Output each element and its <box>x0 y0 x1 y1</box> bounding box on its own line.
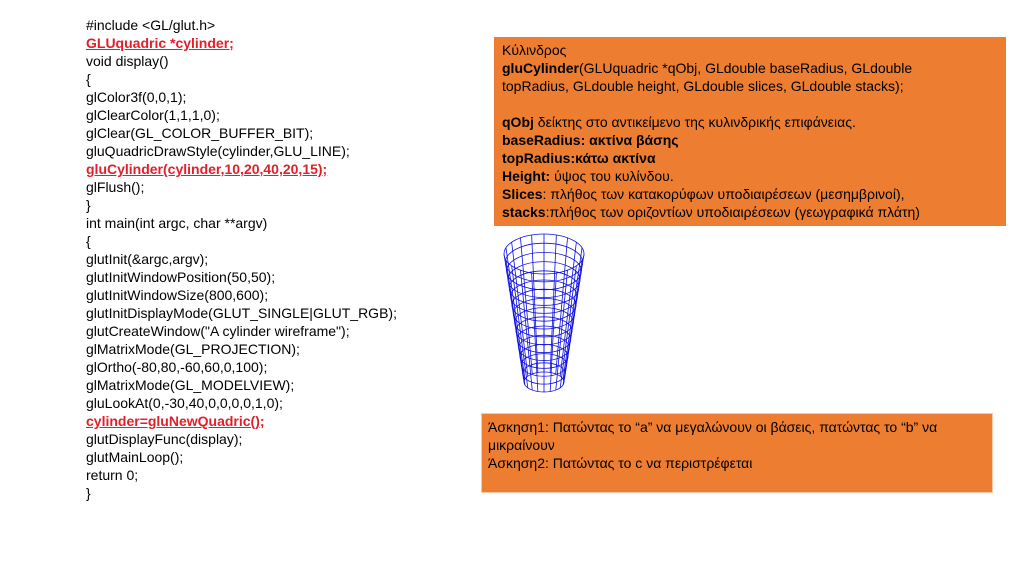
code-line: glOrtho(-80,80,-60,60,0,100); <box>86 359 268 375</box>
signature-line-2: topRadius, GLdouble height, GLdouble slices, GLdouble stacks); <box>502 78 904 94</box>
wireframe-line <box>556 238 568 374</box>
spacer <box>502 95 998 113</box>
code-line: gluLookAt(0,-30,40,0,0,0,0,1,0); <box>86 395 283 411</box>
code-line: glutInitWindowPosition(50,50); <box>86 269 276 285</box>
code-line: glutCreateWindow("A cylinder wireframe"); <box>86 323 350 339</box>
cylinder-definition-box <box>494 37 1006 226</box>
code-line: glClear(GL_COLOR_BUFFER_BIT); <box>86 125 314 141</box>
code-line: glutInitDisplayMode(GLUT_SINGLE|GLUT_RGB); <box>86 305 397 321</box>
code-line: glColor3f(0,0,1); <box>86 89 187 105</box>
wireframe-line <box>563 248 582 379</box>
definition-title: Κύλινδρος <box>502 42 567 58</box>
code-line: glClearColor(1,1,1,0); <box>86 107 220 123</box>
code-line: gluQuadricDrawStyle(cylinder,GLU_LINE); <box>86 143 350 159</box>
cylinder-wireframe-image <box>500 232 588 400</box>
code-line: #include <GL/glut.h> <box>86 17 216 33</box>
param-slices: Slices: πλήθος των κατακορύφων υποδιαιρέσεων (μεσημβρινοί), <box>502 186 905 202</box>
code-line: int main(int argc, char **argv) <box>86 215 268 231</box>
code-line: gluCylinder(cylinder,10,20,40,20,15); <box>86 161 328 177</box>
code-listing <box>86 16 397 502</box>
signature-line-1 <box>502 59 998 77</box>
exercise-2: Άσκηση2: Πατώντας το c να περιστρέφεται <box>488 455 753 471</box>
exercise-box <box>481 413 993 493</box>
wireframe-line <box>560 266 576 388</box>
param-baseradius: baseRadius: ακτίνα βάσης <box>502 132 679 148</box>
code-line: glutInit(&argc,argv); <box>86 251 209 267</box>
exercise-1-line-2: μικραίνουν <box>488 437 555 453</box>
code-line: return 0; <box>86 467 139 483</box>
code-line: glutDisplayFunc(display); <box>86 431 243 447</box>
param-topradius: topRadius:κάτω ακτίνα <box>502 150 656 166</box>
code-line: glMatrixMode(GL_PROJECTION); <box>86 341 300 357</box>
code-line: glutMainLoop(); <box>86 449 184 465</box>
code-line: { <box>86 71 91 87</box>
signature-params-1: (GLUquadric *qObj, GLdouble baseRadius, GLdouble <box>579 60 913 76</box>
code-line: void display() <box>86 53 169 69</box>
code-line: cylinder=gluNewQuadric(); <box>86 413 265 429</box>
param-qobj: qObj δείκτης στο αντικείμενο της κυλινδρικής επιφάνειας. <box>502 114 856 130</box>
code-line: glutInitWindowSize(800,600); <box>86 287 269 303</box>
code-line: glFlush(); <box>86 179 145 195</box>
param-stacks: stacks:πλήθος των οριζοντίων υποδιαιρέσεων (γεωγραφικά πλάτη) <box>502 204 920 220</box>
wireframe-line <box>520 238 532 374</box>
param-height: Height: ύψος του κυλίνδου. <box>502 168 674 184</box>
code-line: GLUquadric *cylinder; <box>86 35 234 51</box>
wireframe-line <box>506 248 525 379</box>
code-line: } <box>86 197 91 213</box>
exercise-1-line-1: Άσκηση1: Πατώντας το “a” να μεγαλώνουν οι βάσεις, πατώντας το “b” να <box>488 419 938 435</box>
wireframe-line <box>512 266 528 388</box>
code-line: glMatrixMode(GL_MODELVIEW); <box>86 377 295 393</box>
code-line: } <box>86 485 91 501</box>
code-line: { <box>86 233 91 249</box>
signature-function-name: gluCylinder <box>502 60 580 76</box>
